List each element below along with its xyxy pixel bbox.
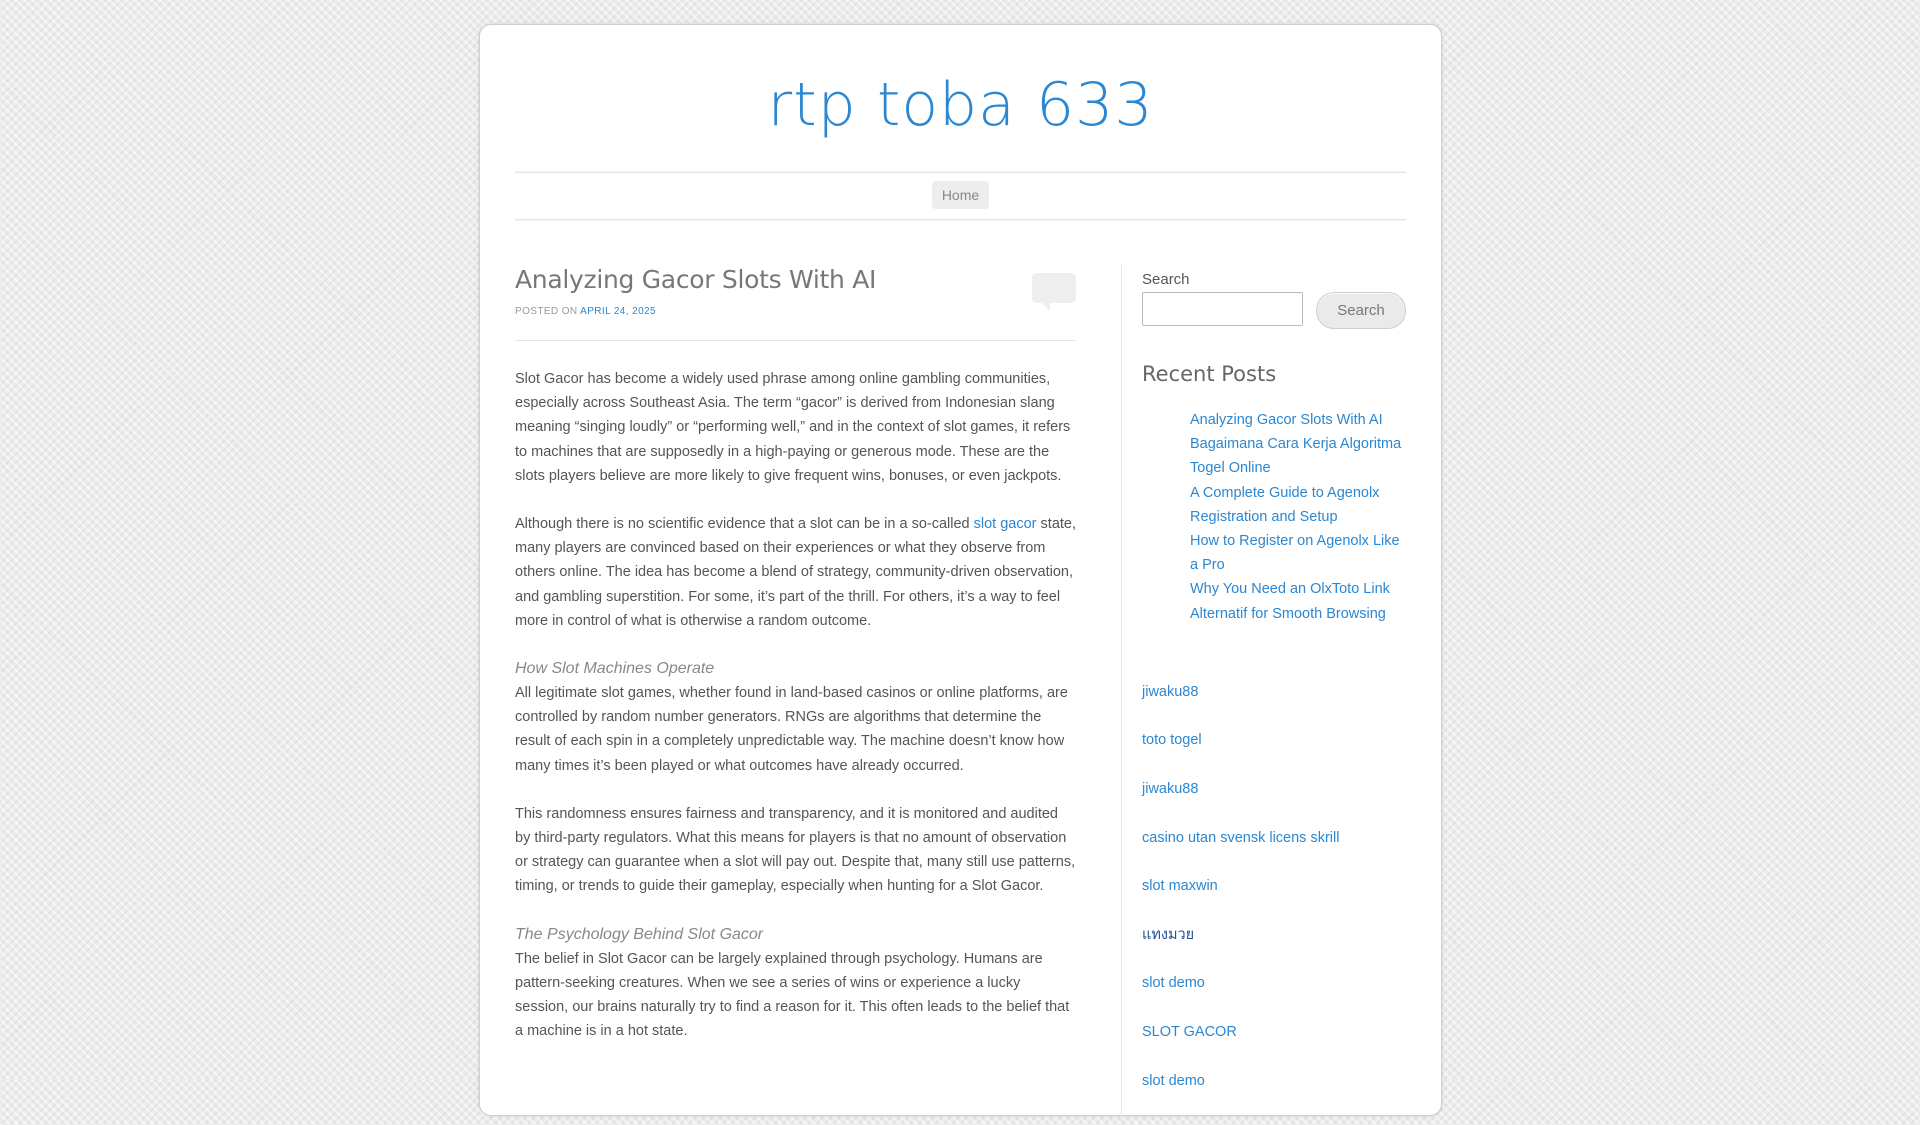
main-navigation bbox=[515, 172, 1406, 220]
post-paragraph-1: Slot Gacor has become a widely used phrase among online gambling communities, especially across Southeast Asia. The term “gacor” is derived from Indonesian slang meaning “singing loudly” or “performing well,” and in the context of slot games, it refers to machines that are supposedly in a high-paying or generous mode. These are the slots players believe are more likely to give frequent wins, bonuses, or even jackpots. bbox=[515, 371, 1071, 484]
search-input[interactable] bbox=[1142, 292, 1303, 326]
sidebar-link[interactable]: slot maxwin bbox=[1142, 878, 1218, 895]
sidebar-link[interactable]: jiwaku88 bbox=[1142, 683, 1199, 700]
post-heading-1: How Slot Machines Operate bbox=[515, 660, 715, 678]
sidebar-link[interactable]: jiwaku88 bbox=[1142, 781, 1199, 798]
site-title[interactable]: rtp toba 633 bbox=[767, 70, 1154, 140]
sidebar-link[interactable]: slot demo bbox=[1142, 1072, 1205, 1089]
paragraph-text: Although there is no scientific evidence that a slot can be in a so-called bbox=[515, 516, 974, 533]
post-paragraph-4: This randomness ensures fairness and transparency, and it is monitored and audited by third-party regulators. What this means for players is that no amount of observation or strategy can guarantee when a slot will pay out. Despite that, many still use patterns, timing, or trends to guide their gameplay, especially when hunting for a Slot Gacor. bbox=[515, 805, 1076, 895]
sidebar bbox=[1142, 271, 1406, 1117]
slot-gacor-link[interactable]: slot gacor bbox=[973, 516, 1037, 533]
post-heading-2: The Psychology Behind Slot Gacor bbox=[515, 925, 764, 943]
page-container bbox=[479, 24, 1442, 1116]
recent-post-link[interactable]: Bagaimana Cara Kerja Algoritma Togel Online bbox=[1190, 436, 1402, 477]
post-title[interactable]: Analyzing Gacor Slots With AI bbox=[515, 265, 877, 294]
recent-post-link[interactable]: Why You Need an OlxToto Link Alternatif for Smooth Browsing bbox=[1190, 581, 1390, 622]
sidebar-link[interactable]: แทงมวย bbox=[1142, 926, 1195, 943]
sidebar-link[interactable]: toto togel bbox=[1142, 732, 1202, 749]
sidebar-link[interactable]: casino utan svensk licens skrill bbox=[1142, 829, 1340, 846]
sidebar-links bbox=[1142, 680, 1406, 1093]
sidebar-link[interactable]: slot demo bbox=[1142, 975, 1205, 992]
recent-posts-title: Recent Posts bbox=[1142, 362, 1277, 386]
post-divider bbox=[515, 340, 1076, 341]
post-paragraph-5: The belief in Slot Gacor can be largely explained through psychology. Humans are pattern-seeking creatures. When we see a series of wins or experience a lucky session, our brains naturally try to find a reason for it. This often leads to the belief that a machine is in a hot state. bbox=[515, 950, 1070, 1040]
search-button[interactable]: Search bbox=[1316, 292, 1406, 329]
post-meta bbox=[515, 306, 1076, 317]
nav-item-home[interactable]: Home bbox=[932, 181, 989, 209]
search-form bbox=[1142, 292, 1406, 332]
comment-bubble-icon[interactable] bbox=[1032, 273, 1076, 303]
sidebar-link[interactable]: SLOT GACOR bbox=[1142, 1023, 1237, 1040]
search-label: Search bbox=[1142, 271, 1190, 288]
recent-posts-list bbox=[1142, 408, 1406, 626]
paragraph-text: state, many players are convinced based on their experiences or what they observe from others online. The idea has become a blend of strategy, community-driven observation, and gambling superstition. For some, it’s part of the thrill. For others, it’s a way to feel more in control of what is otherwise a random outcome. bbox=[515, 516, 1077, 629]
recent-post-link[interactable]: A Complete Guide to Agenolx Registration and Setup bbox=[1190, 484, 1380, 525]
post-paragraph-2 bbox=[515, 512, 1076, 633]
post-content bbox=[515, 265, 1076, 1067]
post-date-link[interactable]: APRIL 24, 2025 bbox=[580, 306, 656, 317]
post-paragraph-3: All legitimate slot games, whether found in land-based casinos or online platforms, are controlled by random number generators. RNGs are algorithms that determine the result of each spin in a completely unpredictable way. The machine doesn’t know how many times it’s been played or what outcomes have already occurred. bbox=[515, 685, 1068, 774]
post-meta-prefix: POSTED ON bbox=[515, 306, 578, 317]
recent-post-link[interactable]: Analyzing Gacor Slots With AI bbox=[1190, 412, 1383, 428]
recent-post-link[interactable]: How to Register on Agenolx Like a Pro bbox=[1190, 533, 1400, 574]
sidebar-divider bbox=[1121, 265, 1122, 1125]
